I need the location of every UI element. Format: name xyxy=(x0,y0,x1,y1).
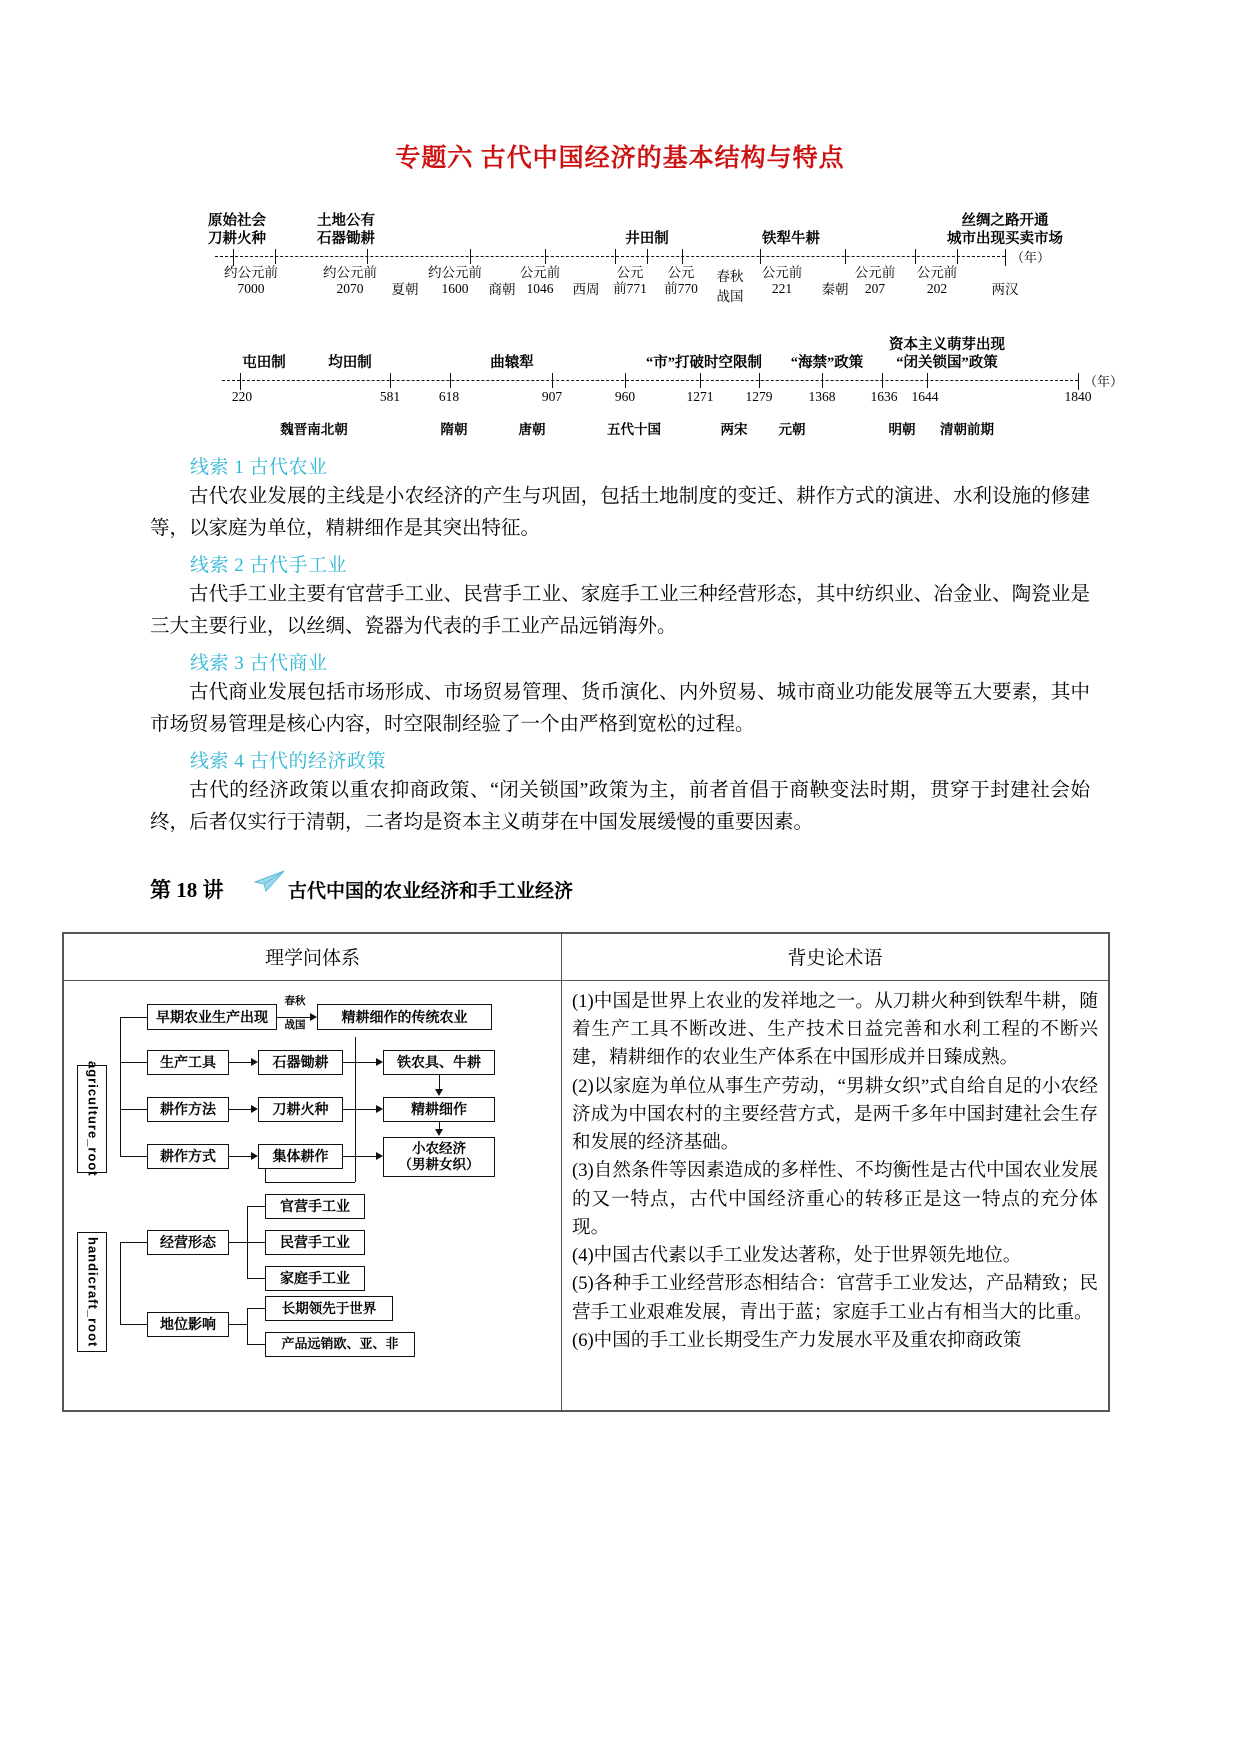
diagram-connector xyxy=(247,1344,265,1345)
diagram-connector xyxy=(229,1242,247,1243)
timeline-year-0: 约公元前 7000 xyxy=(224,265,278,297)
timeline-tick xyxy=(682,249,683,264)
clue-body-4: 古代的经济政策以重农抑商政策、“闭关锁国”政策为主，前者首倡于商鞅变法时期，贯穿于封建社会始终，后者仅实行于清朝，二者均是资本主义萌芽在中国发展缓慢的重要因素。 xyxy=(150,780,1090,834)
diagram-node-private: 民营手工业 xyxy=(265,1230,365,1255)
diagram-node-lead-world: 长期领先于世界 xyxy=(265,1296,393,1321)
diagram-connector xyxy=(343,1156,376,1157)
diagram-arrow-label: 春秋 xyxy=(284,994,306,1007)
diagram-connector xyxy=(277,1017,310,1018)
knowledge-table xyxy=(62,932,1110,1412)
diagram-connector xyxy=(120,1017,147,1018)
term-item-3: (3)自然条件等因素造成的多样性、不均衡性是古代中国农业发展的又一特点，古代中国经济重心的转移正是这一特点的充分体现。 xyxy=(572,1160,1098,1238)
timeline-year-6: 1279 xyxy=(745,389,773,404)
timeline-year-5: 1271 xyxy=(686,389,714,404)
diagram-connector xyxy=(343,1062,376,1063)
diagram-node-status: 地位影响 xyxy=(147,1312,229,1337)
timeline-dynasty-0: 夏朝 xyxy=(391,282,419,297)
timeline-tick xyxy=(927,373,928,388)
term-item-5: (5)各种手工业经营形态相结合：官营手工业发达，产品精致；民营手工业艰难发展，青出于蓝；家庭手工业占有相当大的比重。 xyxy=(572,1273,1098,1323)
timeline-tick xyxy=(390,373,391,388)
timeline-dynasty-3: 五代十国 xyxy=(607,422,661,437)
timeline-axis xyxy=(215,256,1005,257)
diagram-node-hand-root: handicraft_root xyxy=(77,1232,107,1352)
timeline-dynasty-4: 两宋 xyxy=(720,422,748,437)
timeline-tick xyxy=(450,373,451,388)
diagram-connector xyxy=(343,1109,376,1110)
timeline-tick xyxy=(760,249,761,264)
timeline-dynasty-6: 明朝 xyxy=(888,422,916,437)
timeline-event-2: 曲辕犁 xyxy=(490,355,534,371)
timeline-tick xyxy=(545,249,546,264)
diagram-connector xyxy=(229,1156,251,1157)
diagram-connector xyxy=(247,1308,248,1344)
diagram-node-family: 家庭手工业 xyxy=(265,1266,365,1291)
diagram-connector xyxy=(439,1075,440,1090)
timeline-tick xyxy=(915,249,916,264)
timeline-year-4: 公元 前771 xyxy=(613,265,647,297)
timeline-year-0: 220 xyxy=(231,389,253,404)
timeline-year-9: 1644 xyxy=(911,389,939,404)
diagram-connector xyxy=(229,1109,251,1110)
lecture-title: 古代中国的农业经济和手工业经济 xyxy=(288,881,574,902)
diagram-connector xyxy=(229,1062,251,1063)
term-item-1: (1)中国是世界上农业的发祥地之一。从刀耕火种到铁犁牛耕，随着生产工具不断改进、生产技术日益完善和水利工程的不断兴建，精耕细作的农业生产体系在中国形成并日臻成熟。 xyxy=(572,990,1098,1069)
timeline-event-0: 原始社会 刀耕火种 xyxy=(208,213,266,248)
clue-body-1: 古代农业发展的主线是小农经济的产生与巩固，包括土地制度的变迁、耕作方式的演进、水利设施的修建等，以家庭为单位，精耕细作是其突出特征。 xyxy=(150,486,1090,539)
timeline-tick xyxy=(367,249,368,264)
diagram-node-intensive-trad: 精耕细作的传统农业 xyxy=(317,1004,492,1030)
lecture-header xyxy=(150,870,1090,910)
lecture-number: 第 18 讲 xyxy=(150,878,224,902)
diagram-connector xyxy=(247,1206,265,1207)
term-item-6: (6)中国的手工业长期受生产力发展水平及重农抑商政策 xyxy=(572,1329,1022,1351)
diagram-arrow-label: 战国 xyxy=(284,1018,306,1031)
diagram-connector xyxy=(120,1156,147,1157)
diagram-node-intensive: 精耕细作 xyxy=(383,1097,495,1122)
timeline-year-3: 公元前 1046 xyxy=(519,265,561,297)
timeline-dynasty-1: 隋朝 xyxy=(440,422,468,437)
timeline-tick xyxy=(233,249,234,266)
timeline-dynasty-7: 清朝前期 xyxy=(940,422,994,437)
timeline-event-5: 资本主义萌芽出现 “闭关锁国”政策 xyxy=(889,337,1005,372)
diagram-connector xyxy=(247,1278,265,1279)
timeline-dynasty-0: 魏晋南北朝 xyxy=(280,422,348,437)
table-header-left: 理学问体系 xyxy=(64,934,562,981)
diagram-connector xyxy=(247,1242,265,1243)
knowledge-diagram xyxy=(65,982,560,1402)
diagram-node-farm-method: 耕作方法 xyxy=(147,1097,229,1122)
timeline-event-2: 井田制 xyxy=(625,231,669,247)
timeline-event-4: 丝绸之路开通 城市出现买卖市场 xyxy=(947,213,1063,248)
diagram-connector xyxy=(120,1017,121,1157)
diagram-arrow xyxy=(376,1058,383,1066)
timeline-year-1: 约公元前 2070 xyxy=(323,265,377,297)
diagram-node-farm-mode: 耕作方式 xyxy=(147,1144,229,1169)
diagram-connector xyxy=(120,1324,147,1325)
timeline-early xyxy=(0,200,1240,305)
timeline-dynasty-4: 秦朝 xyxy=(821,282,849,297)
diagram-node-slash-burn: 刀耕火种 xyxy=(258,1097,343,1122)
clue-body-2: 古代手工业主要有官营手工业、民营手工业、家庭手工业三种经营形态，其中纺织业、冶金业、陶瓷业是三大主要行业，以丝绸、瓷器为代表的手工业产品远销海外。 xyxy=(150,584,1090,637)
timeline-year-10: 1840 xyxy=(1064,389,1092,404)
timeline-year-7: 公元前 207 xyxy=(854,265,896,297)
timeline-tick xyxy=(615,249,616,264)
table-header-right: 背史论术语 xyxy=(562,934,1109,981)
diagram-node-collective: 集体耕作 xyxy=(258,1144,343,1169)
timeline-year-6: 公元前 221 xyxy=(761,265,803,297)
table-cell-diagram xyxy=(64,980,562,1410)
timeline-tick xyxy=(822,373,823,388)
timeline-year-3: 907 xyxy=(541,389,563,404)
diagram-node-iron-ox: 铁农具、牛耕 xyxy=(383,1050,495,1075)
diagram-node-stone-hoe: 石器锄耕 xyxy=(258,1050,343,1075)
timeline-unit-label: （年） xyxy=(1084,374,1124,389)
timeline-year-5: 公元 前770 xyxy=(664,265,698,297)
clue-heading-4: 线索 4 古代的经济政策 xyxy=(190,751,387,773)
diagram-arrow xyxy=(435,1089,443,1096)
timeline-year-2: 约公元前 1600 xyxy=(428,265,482,297)
clue-body-3: 古代商业发展包括市场形成、市场贸易管理、货币演化、内外贸易、城市商业功能发展等五大要素，其中市场贸易管理是核心内容，时空限制经验了一个由严格到宽松的过程。 xyxy=(150,682,1090,735)
timeline-tick xyxy=(470,249,471,264)
timeline-event-4: “海禁”政策 xyxy=(790,355,864,371)
diagram-connector xyxy=(120,1062,147,1063)
timeline-tick xyxy=(700,373,701,388)
timeline-dynasty-2: 西周 xyxy=(572,282,600,297)
timeline-dynasty-1: 商朝 xyxy=(488,282,516,297)
diagram-arrow xyxy=(251,1152,258,1160)
diagram-node-early-agri: 早期农业生产出现 xyxy=(147,1004,277,1030)
timeline-tick xyxy=(647,249,648,264)
page-title: 专题六 古代中国经济的基本结构与特点 xyxy=(395,145,845,172)
timeline-year-4: 960 xyxy=(614,389,636,404)
timeline-event-3: “市”打破时空限制 xyxy=(646,355,762,371)
timeline-year-8: 公元前 202 xyxy=(916,265,958,297)
timeline-dynasty-5: 元朝 xyxy=(778,422,806,437)
timeline-tick xyxy=(625,373,626,388)
diagram-node-official: 官营手工业 xyxy=(265,1194,365,1219)
diagram-node-agri-root: agriculture_root xyxy=(77,1065,107,1173)
term-item-4: (4)中国古代素以手工业发达著称，处于世界领先地位。 xyxy=(572,1245,1022,1267)
timeline-tick xyxy=(845,249,846,264)
clue-heading-2: 线索 2 古代手工业 xyxy=(190,555,348,577)
timeline-year-1: 581 xyxy=(379,389,401,404)
clue-section xyxy=(150,452,1090,845)
timeline-event-3: 铁犁牛耕 xyxy=(762,231,820,247)
timeline-tick xyxy=(957,249,958,264)
diagram-connector xyxy=(229,1324,247,1325)
diagram-connector xyxy=(120,1242,121,1325)
diagram-arrow xyxy=(435,1129,443,1136)
timeline-dynasty-3: 春秋 战国 xyxy=(716,269,744,304)
timeline-tick xyxy=(552,373,553,388)
term-item-2: (2)以家庭为单位从事生产劳动，“男耕女织”式自给自足的小农经济成为中国农村的主要经营方式，是两千多年中国封建社会生存和发展的经济基础。 xyxy=(572,1075,1098,1154)
diagram-arrow xyxy=(251,1058,258,1066)
timeline-event-0: 屯田制 xyxy=(242,355,286,371)
timeline-event-1: 土地公有 石器锄耕 xyxy=(317,213,375,248)
timeline-tick xyxy=(275,249,276,264)
diagram-connector xyxy=(120,1109,147,1110)
diagram-connector xyxy=(265,1169,266,1182)
timeline-year-7: 1368 xyxy=(808,389,836,404)
timeline-tick xyxy=(759,373,760,388)
clue-heading-1: 线索 1 古代农业 xyxy=(190,457,328,478)
diagram-connector xyxy=(355,1037,356,1182)
diagram-node-export: 产品远销欧、亚、非 xyxy=(265,1332,415,1357)
timeline-year-2: 618 xyxy=(438,389,460,404)
diagram-connector xyxy=(120,1242,147,1243)
diagram-connector xyxy=(247,1308,265,1309)
diagram-arrow xyxy=(376,1105,383,1113)
timeline-unit-label: （年） xyxy=(1011,250,1051,265)
timeline-tick xyxy=(1005,249,1006,266)
timeline-dynasty-5: 两汉 xyxy=(991,282,1019,297)
clue-heading-3: 线索 3 古代商业 xyxy=(190,653,328,675)
diagram-arrow xyxy=(376,1152,383,1160)
timeline-tick xyxy=(1078,373,1079,390)
paper-plane-icon xyxy=(254,870,286,897)
table-cell-terms xyxy=(562,980,1109,1410)
timeline-tick xyxy=(240,373,241,390)
timeline-dynasty-2: 唐朝 xyxy=(518,422,546,437)
timeline-event-1: 均田制 xyxy=(328,355,372,371)
timeline-tick xyxy=(882,373,883,388)
diagram-node-small-farm: 小农经济 （男耕女织） xyxy=(383,1137,495,1177)
diagram-connector xyxy=(265,1182,355,1183)
timeline-axis xyxy=(222,380,1078,381)
timeline-year-8: 1636 xyxy=(870,389,898,404)
timeline-late xyxy=(0,330,1240,435)
diagram-arrow xyxy=(251,1105,258,1113)
diagram-node-biz-form: 经营形态 xyxy=(147,1230,229,1255)
diagram-node-tools: 生产工具 xyxy=(147,1050,229,1075)
